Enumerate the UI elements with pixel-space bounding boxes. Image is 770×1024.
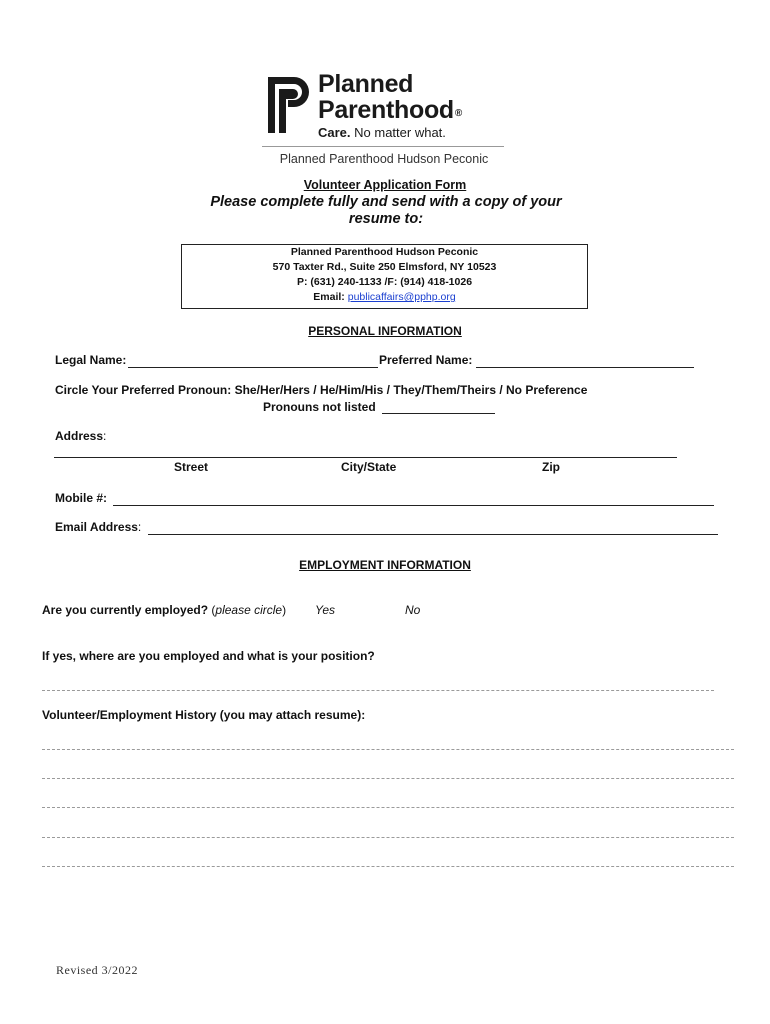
pronoun-other-label: Pronouns not listed [263, 400, 376, 414]
history-answer-line[interactable] [42, 749, 734, 750]
brand-name-line1: Planned [318, 70, 414, 98]
history-label: Volunteer/Employment History (you may attach resume): [42, 708, 366, 722]
position-question: If yes, where are you employed and what is your position? [42, 649, 375, 663]
mobile-field[interactable] [113, 505, 714, 506]
contact-address: 570 Taxter Rd., Suite 250 Elmsford, NY 10523 [272, 261, 497, 273]
form-instructions: Please complete fully and send with a copy of your resume to: [210, 194, 562, 227]
preferred-name-field[interactable] [476, 367, 694, 368]
history-answer-line[interactable] [42, 866, 734, 867]
employed-yes-option[interactable]: Yes [315, 603, 336, 617]
street-label: Street [174, 460, 209, 474]
address-label: Address: [55, 429, 107, 443]
city-state-label: City/State [341, 460, 397, 474]
email-address-field[interactable] [148, 534, 718, 535]
contact-org: Planned Parenthood Hudson Peconic [290, 246, 479, 258]
contact-email: Email: publicaffairs@pphp.org [313, 291, 456, 303]
affiliate-name: Planned Parenthood Hudson Peconic [279, 152, 489, 166]
position-answer-line[interactable] [42, 690, 714, 691]
employed-no-option[interactable]: No [405, 603, 421, 617]
revision-date: Revised 3/2022 [56, 963, 138, 977]
history-answer-line[interactable] [42, 807, 734, 808]
logo-divider [262, 146, 504, 147]
email-address-label: Email Address: [55, 520, 142, 534]
registered-mark: ® [454, 108, 462, 119]
personal-info-heading: PERSONAL INFORMATION [308, 324, 462, 338]
employed-question: Are you currently employed? (please circle) [42, 603, 287, 617]
contact-phone-fax: P: (631) 240-1133 /F: (914) 418-1026 [296, 276, 473, 288]
zip-label: Zip [542, 460, 560, 474]
pronoun-options[interactable]: Circle Your Preferred Pronoun: She/Her/Hers / He/Him/His / They/Them/Theirs / No Preference [55, 383, 588, 397]
email-link[interactable]: publicaffairs@pphp.org [347, 291, 456, 303]
planned-parenthood-logo-mark-icon [264, 73, 310, 137]
address-field[interactable] [54, 457, 677, 458]
legal-name-field[interactable] [128, 367, 378, 368]
form-title: Volunteer Application Form [303, 178, 467, 192]
brand-name-line2: Parenthood® [318, 96, 462, 124]
history-answer-line[interactable] [42, 778, 734, 779]
mobile-label: Mobile #: [55, 491, 108, 505]
pronoun-other-field[interactable] [382, 413, 495, 414]
employment-info-heading: EMPLOYMENT INFORMATION [299, 558, 471, 572]
history-answer-line[interactable] [42, 837, 734, 838]
legal-name-label: Legal Name: [55, 353, 127, 367]
brand-tagline: Care. No matter what. [318, 125, 446, 140]
preferred-name-label: Preferred Name: [379, 353, 473, 367]
